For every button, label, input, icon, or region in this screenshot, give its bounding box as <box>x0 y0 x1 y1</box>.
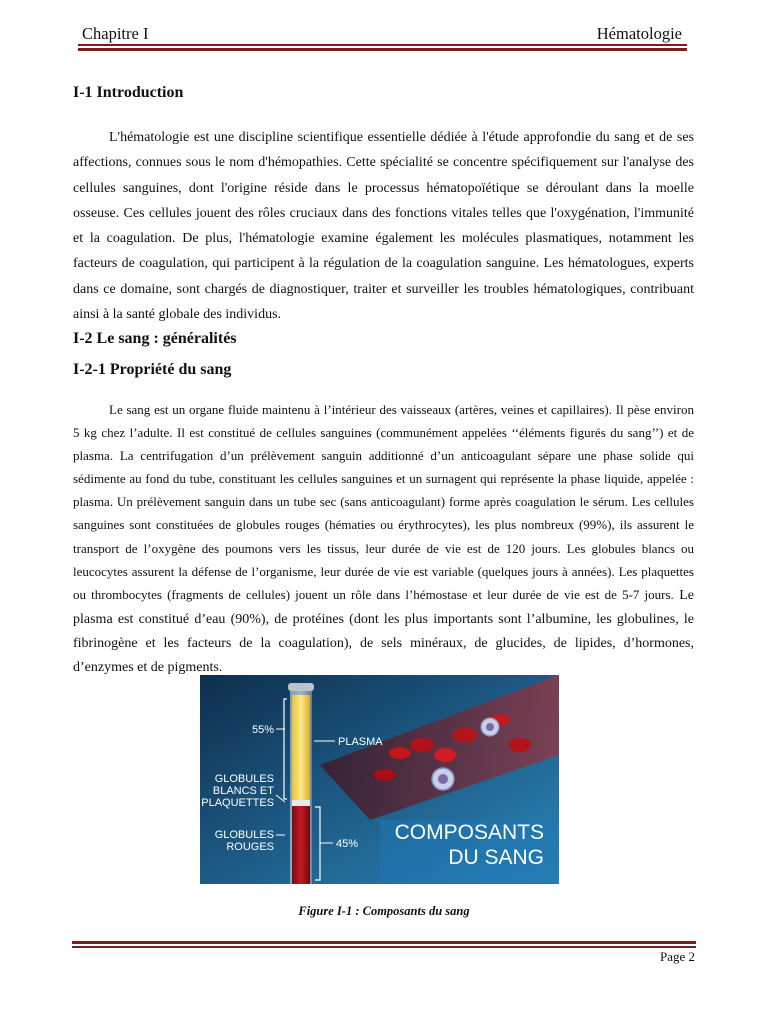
propriete-paragraph <box>73 398 694 679</box>
figure-illustration <box>200 675 559 884</box>
propriete-text-a: Le sang est un organe fluide maintenu à l’intérieur des vaisseaux (artères, veines et capillaires). Il pèse environ 5 kg chez l’adulte. Il est constitué de cellules sanguines (communément appelées ‘‘éléments figurés du sang’’) et de plasma. La centrifugation d’un prélèvement sanguin additionné d’un anticoagulant sépare une phase solide qui sédimente au fond du tube, constituant les cellules sanguines et un surnagent qui représente la phase liquide, appelée : plasma. Un prélèvement sanguin dans un tube sec (sans anticoagulant) forme après coagulation le sérum. Les cellules sanguines sont constituées de globules rouges (hématies ou érythrocytes), les plus nombreux (99%), ils assurent le transport de l’oxygène des poumons vers les tissus, leur durée de vie est de 120 jours. Les globules blancs ou leucocytes assurent la défense de l’organisme, leur durée de vie est variable (quelques jours à années). Les plaquettes ou thrombocytes (fragments de cellules) jouent un rôle dans l’hémostase et leur durée de vie est de 5-7 jours. <box>73 402 694 602</box>
section-title-le-sang: I-2 Le sang : généralités <box>73 330 237 347</box>
wbc-label-1: GLOBULES <box>214 773 274 785</box>
pct-plasma-label: 55% <box>251 724 274 736</box>
footer-rule <box>72 941 696 948</box>
rbc-label-1: GLOBULES <box>214 829 274 841</box>
rbc-label-2: ROUGES <box>226 841 274 853</box>
propriete-text-b: Le plasma est constitué d’eau (90%), de protéines (dont les plus importants sont l’albumine, les globulines, le fibrinogène et les facteurs de la coagulation), de sels minéraux, de glucides, de lipides, d’hormones, d’enzymes et de pigments. <box>73 587 694 676</box>
wbc-label-2: BLANCS ET <box>212 785 274 797</box>
figure-title-line-2: DU SANG <box>448 846 544 869</box>
blood-components-figure <box>200 675 559 884</box>
wbc-label-3: PLAQUETTES <box>201 797 274 809</box>
page-number: Page 2 <box>659 949 695 964</box>
figure-title-line-1: COMPOSANTS <box>394 821 544 844</box>
subject-label: Hématologie <box>596 24 682 43</box>
figure-caption: Figure I-1 : Composants du sang <box>298 904 470 918</box>
introduction-paragraph: L'hématologie est une discipline scientifique essentielle dédiée à l'étude approfondie du sang et de ses affections, connues sous le nom d'hémopathies. Cette spécialité se concentre spécifiquement sur l'analyse des cellules sanguines, dont l'origine réside dans le processus hématopoïétique se déroulant dans la moelle osseuse. Ces cellules jouent des rôles cruciaux dans des fonctions vitales telles que l'oxygénation, l'immunité et la coagulation. De plus, l'hématologie examine également les molécules plasmatiques, notamment les facteurs de coagulation, qui participent à la régulation de la coagulation sanguine. Les hématologues, experts dans ce domaine, sont chargés de diagnostiquer, traiter et surveiller les troubles hématologiques, contribuant ainsi à la santé globale des individus. <box>73 130 694 323</box>
header-rule <box>78 44 687 51</box>
section-title-introduction: I-1 Introduction <box>73 84 184 101</box>
chapter-label: Chapitre I <box>82 24 149 43</box>
plasma-label: PLASMA <box>338 736 383 748</box>
subsection-title-propriete: I-2-1 Propriété du sang <box>73 361 232 378</box>
pct-rbc-label: 45% <box>336 838 359 850</box>
page-header <box>80 24 682 44</box>
